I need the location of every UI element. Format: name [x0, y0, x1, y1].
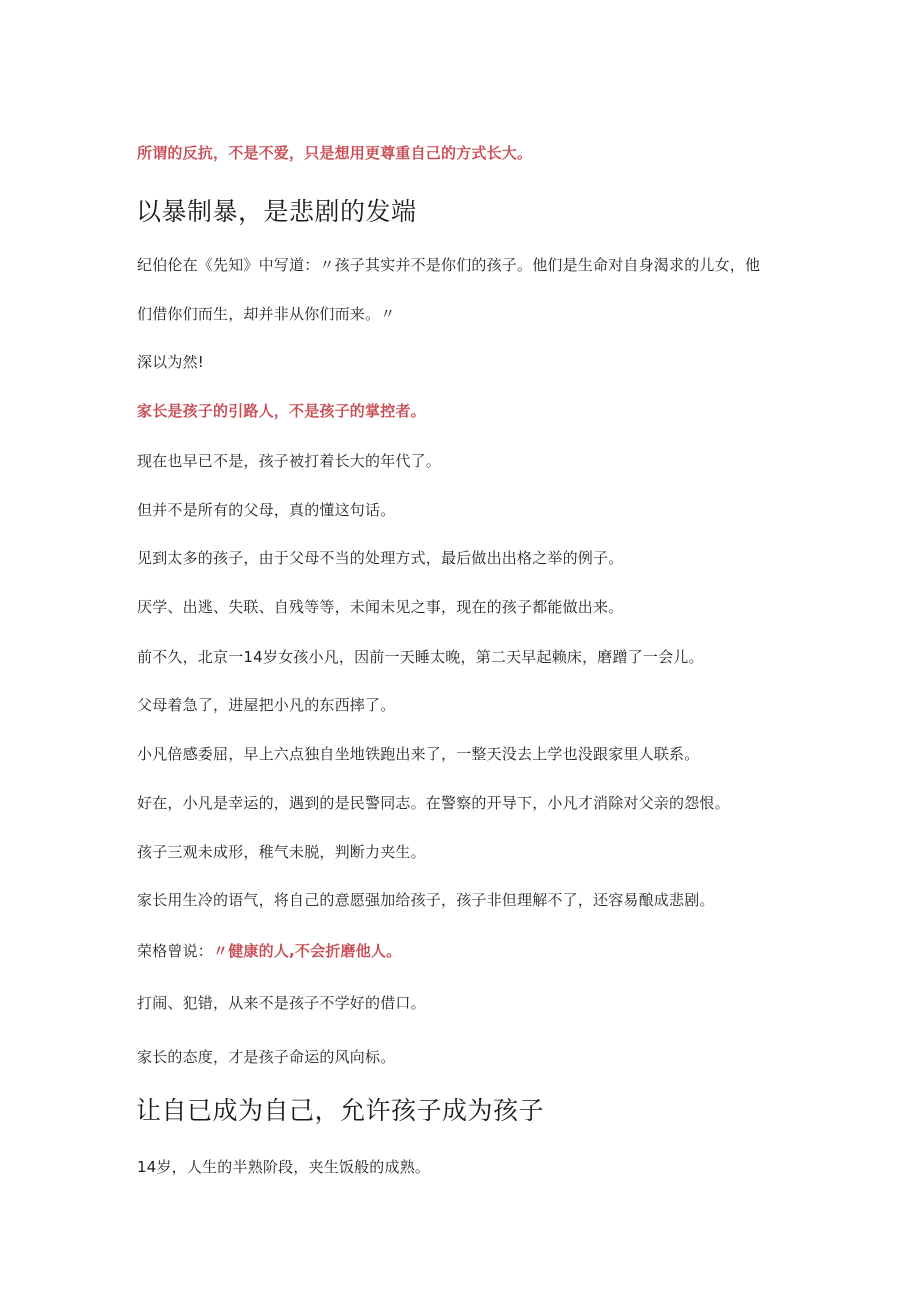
- paragraph-ran-away: 小凡倍感委屈，早上六点独自坐地铁跑出来了，一整天没去上学也没跟家里人联系。: [137, 745, 700, 763]
- paragraph-police: 好在，小凡是幸运的，遇到的是民警同志。在警察的开导下，小凡才消除对父亲的怨恨。: [137, 794, 730, 812]
- paragraph-behaviors: 厌学、出逃、失联、自残等等，未闻未见之事，现在的孩子都能做出来。: [137, 598, 624, 616]
- jung-quote-highlight: 〃健康的人,不会折磨他人。: [213, 942, 402, 960]
- highlight-quote-respect: 所谓的反抗，不是不爱，只是想用更尊重自己的方式长大。: [137, 144, 533, 162]
- highlight-guide-not-controller: 家长是孩子的引路人，不是孩子的掌控者。: [137, 402, 426, 420]
- paragraph-beijing-girl: 前不久，北京一14岁女孩小凡，因前一天睡太晚，第二天早起赖床，磨蹭了一会儿。: [137, 648, 704, 666]
- paragraph-jung-quote: [137, 941, 401, 961]
- paragraph-agree: 深以为然!: [137, 353, 205, 371]
- paragraph-tragedy: 家长用生冷的语气，将自己的意愿强加给孩子，孩子非但理解不了，还容易酿成悲剧。: [137, 891, 715, 909]
- paragraph-mistakes: 打闹、犯错，从来不是孩子不学好的借口。: [137, 994, 426, 1012]
- paragraph-parents: 但并不是所有的父母，真的懂这句话。: [137, 501, 396, 519]
- section-heading-let-be: 让自已成为自己，允许孩子成为孩子: [136, 1096, 545, 1125]
- section-heading-violence: 以暴制暴，是悲剧的发端: [136, 197, 417, 226]
- paragraph-examples: 见到太多的孩子，由于父母不当的处理方式，最后做出出格之举的例子。: [137, 549, 624, 567]
- jung-quote-intro: 荣格曾说：: [137, 942, 214, 960]
- paragraph-gibran-quote-1: 纪伯伦在《先知》中写道：〃孩子其实并不是你们的孩子。他们是生命对自身渴求的儿女，他: [137, 256, 761, 274]
- paragraph-gibran-quote-2: 们借你们而生，却并非从你们而来。〃: [137, 305, 396, 323]
- paragraph-attitude: 家长的态度，才是孩子命运的风向标。: [137, 1048, 396, 1066]
- paragraph-immature: 孩子三观未成形，稚气未脱，判断力夹生。: [137, 843, 426, 861]
- paragraph-parents-anxious: 父母着急了，进屋把小凡的东西摔了。: [137, 696, 396, 714]
- paragraph-age-14: 14岁，人生的半熟阶段，夹生饭般的成熟。: [137, 1158, 431, 1176]
- paragraph-era: 现在也早已不是，孩子被打着长大的年代了。: [137, 452, 442, 470]
